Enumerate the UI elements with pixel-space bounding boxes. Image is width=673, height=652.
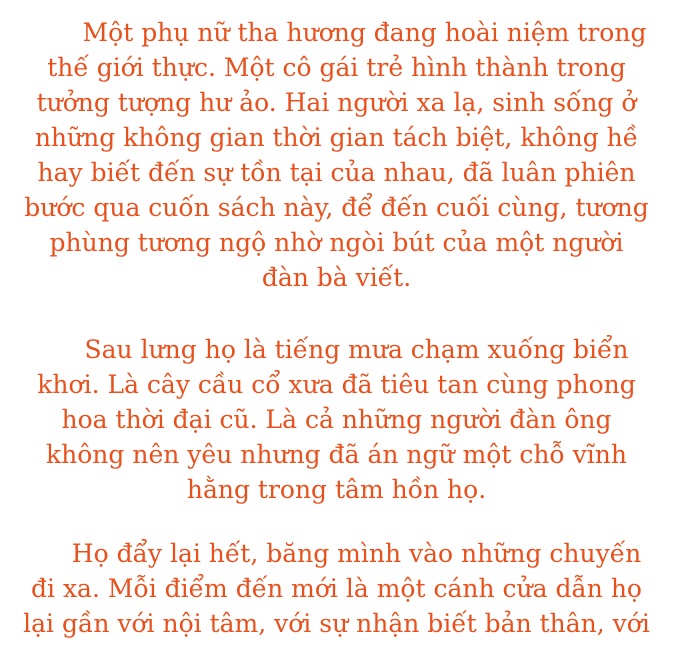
paragraph-1-line-3: tưởng tượng hư ảo. Hai người xa lạ, sinh sống ở	[36, 88, 637, 117]
paragraph-3-line-1: Họ đẩy lại hết, băng mình vào những chuyến	[71, 539, 642, 568]
paragraph-1-line-5: hay biết đến sự tồn tại của nhau, đã luân phiên	[37, 158, 636, 187]
paragraph-1-line-7: phùng tương ngộ nhờ ngòi bút của một người	[49, 228, 624, 257]
paragraph-1-line-1: Một phụ nữ tha hương đang hoài niệm trong	[82, 18, 647, 47]
paragraph-2-line-1: Sau lưng họ là tiếng mưa chạm xuống biển	[84, 335, 629, 364]
paragraph-1-line-6: bước qua cuốn sách này, để đến cuối cùng, tương	[24, 193, 649, 222]
paragraph-1-line-2: thế giới thực. Một cô gái trẻ hình thành trong	[47, 53, 626, 82]
paragraph-3-line-2: đi xa. Mỗi điểm đến mới là một cánh cửa dẫn họ	[31, 574, 642, 603]
paragraph-2-line-4: không nên yêu nhưng đã án ngữ một chỗ vĩnh	[46, 440, 627, 469]
paragraph-2-line-3: hoa thời đại cũ. Là cả những người đàn ông	[61, 405, 612, 434]
paragraph-2-line-2: khơi. Là cây cầu cổ xưa đã tiêu tan cùng phong	[37, 370, 636, 399]
paragraph-1-line-8: đàn bà viết.	[261, 263, 412, 292]
paragraph-3-line-3: lại gần với nội tâm, với sự nhận biết bản thân, với	[23, 609, 650, 638]
paragraph-2-line-5: hằng trong tâm hồn họ.	[186, 475, 487, 504]
paragraph-1-line-4: những không gian thời gian tách biệt, không hề	[34, 123, 639, 152]
